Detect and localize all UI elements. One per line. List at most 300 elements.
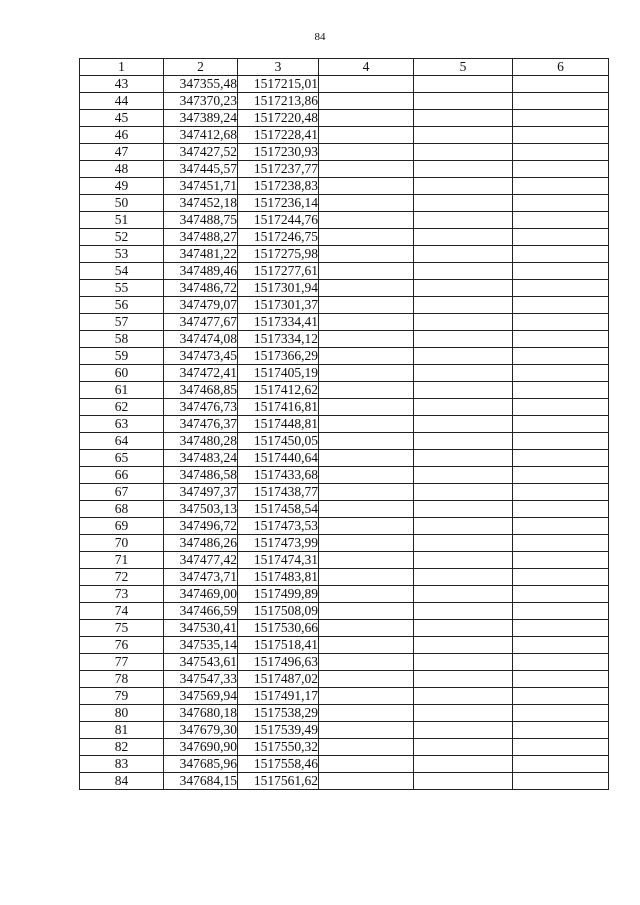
y-coordinate-cell: 1517550,32: [238, 739, 319, 756]
empty-cell-col-6: [513, 297, 609, 314]
table-row: [80, 552, 609, 569]
empty-cell-col-4: [319, 688, 414, 705]
y-coordinate-cell: 1517473,99: [238, 535, 319, 552]
empty-cell-col-5: [414, 756, 513, 773]
table-row: [80, 144, 609, 161]
empty-cell-col-5: [414, 365, 513, 382]
empty-cell-col-5: [414, 161, 513, 178]
table-row: [80, 161, 609, 178]
point-number-cell: 70: [80, 535, 164, 552]
point-number-cell: 79: [80, 688, 164, 705]
point-number-cell: 47: [80, 144, 164, 161]
y-coordinate-cell: 1517334,12: [238, 331, 319, 348]
y-coordinate-cell: 1517491,17: [238, 688, 319, 705]
empty-cell-col-5: [414, 688, 513, 705]
point-number-cell: 51: [80, 212, 164, 229]
coordinates-table: [79, 58, 609, 790]
x-coordinate-cell: 347474,08: [164, 331, 238, 348]
y-coordinate-cell: 1517499,89: [238, 586, 319, 603]
table-row: [80, 348, 609, 365]
empty-cell-col-5: [414, 144, 513, 161]
empty-cell-col-6: [513, 127, 609, 144]
empty-cell-col-5: [414, 433, 513, 450]
empty-cell-col-6: [513, 212, 609, 229]
empty-cell-col-4: [319, 569, 414, 586]
x-coordinate-cell: 347685,96: [164, 756, 238, 773]
x-coordinate-cell: 347477,67: [164, 314, 238, 331]
empty-cell-col-6: [513, 569, 609, 586]
y-coordinate-cell: 1517244,76: [238, 212, 319, 229]
y-coordinate-cell: 1517237,77: [238, 161, 319, 178]
table-row: [80, 518, 609, 535]
x-coordinate-cell: 347486,72: [164, 280, 238, 297]
empty-cell-col-6: [513, 161, 609, 178]
empty-cell-col-6: [513, 450, 609, 467]
table-row: [80, 654, 609, 671]
empty-cell-col-6: [513, 620, 609, 637]
x-coordinate-cell: 347480,28: [164, 433, 238, 450]
empty-cell-col-5: [414, 212, 513, 229]
point-number-cell: 63: [80, 416, 164, 433]
y-coordinate-cell: 1517230,93: [238, 144, 319, 161]
empty-cell-col-6: [513, 518, 609, 535]
table-row: [80, 603, 609, 620]
x-coordinate-cell: 347472,41: [164, 365, 238, 382]
table-row: [80, 127, 609, 144]
x-coordinate-cell: 347488,27: [164, 229, 238, 246]
column-header-6: 6: [513, 59, 609, 76]
empty-cell-col-4: [319, 671, 414, 688]
empty-cell-col-6: [513, 739, 609, 756]
empty-cell-col-5: [414, 110, 513, 127]
empty-cell-col-4: [319, 331, 414, 348]
table-body: [80, 76, 609, 790]
point-number-cell: 64: [80, 433, 164, 450]
y-coordinate-cell: 1517334,41: [238, 314, 319, 331]
table-row: [80, 263, 609, 280]
empty-cell-col-6: [513, 76, 609, 93]
point-number-cell: 83: [80, 756, 164, 773]
column-header-3: 3: [238, 59, 319, 76]
table-row: [80, 467, 609, 484]
point-number-cell: 65: [80, 450, 164, 467]
y-coordinate-cell: 1517405,19: [238, 365, 319, 382]
x-coordinate-cell: 347483,24: [164, 450, 238, 467]
empty-cell-col-5: [414, 603, 513, 620]
empty-cell-col-6: [513, 365, 609, 382]
y-coordinate-cell: 1517416,81: [238, 399, 319, 416]
empty-cell-col-6: [513, 93, 609, 110]
point-number-cell: 80: [80, 705, 164, 722]
empty-cell-col-4: [319, 263, 414, 280]
empty-cell-col-4: [319, 297, 414, 314]
table-row: [80, 297, 609, 314]
column-header-4: 4: [319, 59, 414, 76]
point-number-cell: 49: [80, 178, 164, 195]
empty-cell-col-5: [414, 535, 513, 552]
x-coordinate-cell: 347473,45: [164, 348, 238, 365]
y-coordinate-cell: 1517450,05: [238, 433, 319, 450]
y-coordinate-cell: 1517473,53: [238, 518, 319, 535]
x-coordinate-cell: 347477,42: [164, 552, 238, 569]
empty-cell-col-5: [414, 382, 513, 399]
table-row: [80, 399, 609, 416]
empty-cell-col-6: [513, 773, 609, 790]
empty-cell-col-5: [414, 93, 513, 110]
point-number-cell: 84: [80, 773, 164, 790]
table-row: [80, 637, 609, 654]
empty-cell-col-4: [319, 127, 414, 144]
column-header-2: 2: [164, 59, 238, 76]
empty-cell-col-6: [513, 722, 609, 739]
empty-cell-col-5: [414, 773, 513, 790]
y-coordinate-cell: 1517558,46: [238, 756, 319, 773]
empty-cell-col-5: [414, 297, 513, 314]
empty-cell-col-4: [319, 739, 414, 756]
empty-cell-col-4: [319, 416, 414, 433]
point-number-cell: 66: [80, 467, 164, 484]
table-row: [80, 110, 609, 127]
y-coordinate-cell: 1517539,49: [238, 722, 319, 739]
y-coordinate-cell: 1517301,37: [238, 297, 319, 314]
x-coordinate-cell: 347476,37: [164, 416, 238, 433]
empty-cell-col-4: [319, 280, 414, 297]
x-coordinate-cell: 347489,46: [164, 263, 238, 280]
y-coordinate-cell: 1517518,41: [238, 637, 319, 654]
point-number-cell: 77: [80, 654, 164, 671]
y-coordinate-cell: 1517433,68: [238, 467, 319, 484]
y-coordinate-cell: 1517366,29: [238, 348, 319, 365]
empty-cell-col-6: [513, 416, 609, 433]
empty-cell-col-5: [414, 586, 513, 603]
table-row: [80, 450, 609, 467]
x-coordinate-cell: 347690,90: [164, 739, 238, 756]
point-number-cell: 55: [80, 280, 164, 297]
empty-cell-col-4: [319, 178, 414, 195]
empty-cell-col-5: [414, 637, 513, 654]
empty-cell-col-6: [513, 229, 609, 246]
empty-cell-col-4: [319, 722, 414, 739]
empty-cell-col-5: [414, 552, 513, 569]
y-coordinate-cell: 1517412,62: [238, 382, 319, 399]
empty-cell-col-6: [513, 467, 609, 484]
empty-cell-col-5: [414, 654, 513, 671]
empty-cell-col-4: [319, 195, 414, 212]
empty-cell-col-4: [319, 518, 414, 535]
x-coordinate-cell: 347476,73: [164, 399, 238, 416]
empty-cell-col-4: [319, 144, 414, 161]
point-number-cell: 78: [80, 671, 164, 688]
empty-cell-col-4: [319, 93, 414, 110]
empty-cell-col-5: [414, 467, 513, 484]
x-coordinate-cell: 347468,85: [164, 382, 238, 399]
empty-cell-col-5: [414, 178, 513, 195]
empty-cell-col-6: [513, 399, 609, 416]
empty-cell-col-4: [319, 365, 414, 382]
table-row: [80, 331, 609, 348]
x-coordinate-cell: 347451,71: [164, 178, 238, 195]
table-row: [80, 756, 609, 773]
x-coordinate-cell: 347503,13: [164, 501, 238, 518]
y-coordinate-cell: 1517561,62: [238, 773, 319, 790]
empty-cell-col-5: [414, 450, 513, 467]
empty-cell-col-5: [414, 229, 513, 246]
point-number-cell: 75: [80, 620, 164, 637]
point-number-cell: 54: [80, 263, 164, 280]
x-coordinate-cell: 347535,14: [164, 637, 238, 654]
empty-cell-col-5: [414, 484, 513, 501]
point-number-cell: 59: [80, 348, 164, 365]
empty-cell-col-6: [513, 178, 609, 195]
point-number-cell: 44: [80, 93, 164, 110]
point-number-cell: 52: [80, 229, 164, 246]
x-coordinate-cell: 347452,18: [164, 195, 238, 212]
empty-cell-col-6: [513, 535, 609, 552]
table-row: [80, 705, 609, 722]
y-coordinate-cell: 1517508,09: [238, 603, 319, 620]
point-number-cell: 53: [80, 246, 164, 263]
table-row: [80, 365, 609, 382]
empty-cell-col-6: [513, 501, 609, 518]
empty-cell-col-6: [513, 331, 609, 348]
point-number-cell: 48: [80, 161, 164, 178]
y-coordinate-cell: 1517474,31: [238, 552, 319, 569]
empty-cell-col-6: [513, 603, 609, 620]
x-coordinate-cell: 347355,48: [164, 76, 238, 93]
empty-cell-col-6: [513, 195, 609, 212]
empty-cell-col-4: [319, 637, 414, 654]
empty-cell-col-5: [414, 127, 513, 144]
empty-cell-col-5: [414, 280, 513, 297]
point-number-cell: 68: [80, 501, 164, 518]
y-coordinate-cell: 1517487,02: [238, 671, 319, 688]
x-coordinate-cell: 347412,68: [164, 127, 238, 144]
x-coordinate-cell: 347427,52: [164, 144, 238, 161]
point-number-cell: 81: [80, 722, 164, 739]
table-row: [80, 620, 609, 637]
empty-cell-col-6: [513, 637, 609, 654]
x-coordinate-cell: 347543,61: [164, 654, 238, 671]
empty-cell-col-5: [414, 518, 513, 535]
empty-cell-col-6: [513, 688, 609, 705]
y-coordinate-cell: 1517440,64: [238, 450, 319, 467]
x-coordinate-cell: 347569,94: [164, 688, 238, 705]
x-coordinate-cell: 347469,00: [164, 586, 238, 603]
point-number-cell: 60: [80, 365, 164, 382]
y-coordinate-cell: 1517538,29: [238, 705, 319, 722]
y-coordinate-cell: 1517530,66: [238, 620, 319, 637]
empty-cell-col-4: [319, 501, 414, 518]
empty-cell-col-6: [513, 586, 609, 603]
empty-cell-col-6: [513, 280, 609, 297]
page-number: 84: [314, 31, 326, 43]
empty-cell-col-4: [319, 756, 414, 773]
table-row: [80, 195, 609, 212]
x-coordinate-cell: 347496,72: [164, 518, 238, 535]
empty-cell-col-4: [319, 552, 414, 569]
empty-cell-col-4: [319, 76, 414, 93]
empty-cell-col-5: [414, 416, 513, 433]
y-coordinate-cell: 1517238,83: [238, 178, 319, 195]
empty-cell-col-6: [513, 756, 609, 773]
x-coordinate-cell: 347486,58: [164, 467, 238, 484]
empty-cell-col-4: [319, 161, 414, 178]
table-row: [80, 535, 609, 552]
point-number-cell: 76: [80, 637, 164, 654]
empty-cell-col-6: [513, 433, 609, 450]
empty-cell-col-4: [319, 110, 414, 127]
empty-cell-col-6: [513, 484, 609, 501]
x-coordinate-cell: 347679,30: [164, 722, 238, 739]
table-row: [80, 433, 609, 450]
y-coordinate-cell: 1517496,63: [238, 654, 319, 671]
empty-cell-col-4: [319, 773, 414, 790]
empty-cell-col-6: [513, 263, 609, 280]
table-row: [80, 212, 609, 229]
y-coordinate-cell: 1517277,61: [238, 263, 319, 280]
x-coordinate-cell: 347389,24: [164, 110, 238, 127]
empty-cell-col-4: [319, 484, 414, 501]
empty-cell-col-4: [319, 620, 414, 637]
empty-cell-col-5: [414, 314, 513, 331]
empty-cell-col-6: [513, 314, 609, 331]
empty-cell-col-6: [513, 246, 609, 263]
point-number-cell: 56: [80, 297, 164, 314]
table-row: [80, 484, 609, 501]
empty-cell-col-4: [319, 399, 414, 416]
x-coordinate-cell: 347486,26: [164, 535, 238, 552]
x-coordinate-cell: 347684,15: [164, 773, 238, 790]
empty-cell-col-4: [319, 348, 414, 365]
y-coordinate-cell: 1517220,48: [238, 110, 319, 127]
empty-cell-col-5: [414, 263, 513, 280]
table-row: [80, 76, 609, 93]
point-number-cell: 61: [80, 382, 164, 399]
point-number-cell: 69: [80, 518, 164, 535]
x-coordinate-cell: 347547,33: [164, 671, 238, 688]
y-coordinate-cell: 1517448,81: [238, 416, 319, 433]
x-coordinate-cell: 347488,75: [164, 212, 238, 229]
x-coordinate-cell: 347530,41: [164, 620, 238, 637]
empty-cell-col-6: [513, 348, 609, 365]
y-coordinate-cell: 1517213,86: [238, 93, 319, 110]
point-number-cell: 46: [80, 127, 164, 144]
point-number-cell: 72: [80, 569, 164, 586]
point-number-cell: 50: [80, 195, 164, 212]
empty-cell-col-4: [319, 433, 414, 450]
empty-cell-col-6: [513, 705, 609, 722]
table-row: [80, 671, 609, 688]
x-coordinate-cell: 347370,23: [164, 93, 238, 110]
point-number-cell: 73: [80, 586, 164, 603]
empty-cell-col-5: [414, 671, 513, 688]
empty-cell-col-6: [513, 382, 609, 399]
y-coordinate-cell: 1517236,14: [238, 195, 319, 212]
table-row: [80, 501, 609, 518]
empty-cell-col-4: [319, 654, 414, 671]
y-coordinate-cell: 1517275,98: [238, 246, 319, 263]
y-coordinate-cell: 1517438,77: [238, 484, 319, 501]
empty-cell-col-4: [319, 229, 414, 246]
point-number-cell: 62: [80, 399, 164, 416]
point-number-cell: 82: [80, 739, 164, 756]
y-coordinate-cell: 1517215,01: [238, 76, 319, 93]
empty-cell-col-4: [319, 535, 414, 552]
empty-cell-col-6: [513, 144, 609, 161]
table-row: [80, 280, 609, 297]
empty-cell-col-4: [319, 450, 414, 467]
header-row: [80, 59, 609, 76]
table-row: [80, 773, 609, 790]
point-number-cell: 57: [80, 314, 164, 331]
empty-cell-col-4: [319, 586, 414, 603]
column-header-5: 5: [414, 59, 513, 76]
empty-cell-col-5: [414, 620, 513, 637]
point-number-cell: 74: [80, 603, 164, 620]
empty-cell-col-4: [319, 382, 414, 399]
table-row: [80, 93, 609, 110]
table-row: [80, 246, 609, 263]
table-row: [80, 569, 609, 586]
empty-cell-col-6: [513, 654, 609, 671]
y-coordinate-cell: 1517301,94: [238, 280, 319, 297]
x-coordinate-cell: 347481,22: [164, 246, 238, 263]
y-coordinate-cell: 1517246,75: [238, 229, 319, 246]
point-number-cell: 67: [80, 484, 164, 501]
empty-cell-col-5: [414, 569, 513, 586]
empty-cell-col-4: [319, 212, 414, 229]
empty-cell-col-5: [414, 76, 513, 93]
table-row: [80, 416, 609, 433]
empty-cell-col-4: [319, 314, 414, 331]
table-row: [80, 722, 609, 739]
y-coordinate-cell: 1517483,81: [238, 569, 319, 586]
x-coordinate-cell: 347497,37: [164, 484, 238, 501]
table-row: [80, 229, 609, 246]
column-header-1: 1: [80, 59, 164, 76]
point-number-cell: 43: [80, 76, 164, 93]
empty-cell-col-4: [319, 467, 414, 484]
empty-cell-col-5: [414, 501, 513, 518]
empty-cell-col-6: [513, 110, 609, 127]
empty-cell-col-5: [414, 331, 513, 348]
point-number-cell: 45: [80, 110, 164, 127]
empty-cell-col-4: [319, 603, 414, 620]
empty-cell-col-5: [414, 246, 513, 263]
table-row: [80, 178, 609, 195]
empty-cell-col-6: [513, 671, 609, 688]
y-coordinate-cell: 1517458,54: [238, 501, 319, 518]
x-coordinate-cell: 347466,59: [164, 603, 238, 620]
empty-cell-col-5: [414, 348, 513, 365]
table-row: [80, 586, 609, 603]
empty-cell-col-5: [414, 399, 513, 416]
empty-cell-col-4: [319, 705, 414, 722]
empty-cell-col-5: [414, 739, 513, 756]
empty-cell-col-5: [414, 705, 513, 722]
x-coordinate-cell: 347680,18: [164, 705, 238, 722]
table-row: [80, 739, 609, 756]
point-number-cell: 71: [80, 552, 164, 569]
empty-cell-col-5: [414, 195, 513, 212]
empty-cell-col-4: [319, 246, 414, 263]
x-coordinate-cell: 347445,57: [164, 161, 238, 178]
point-number-cell: 58: [80, 331, 164, 348]
x-coordinate-cell: 347473,71: [164, 569, 238, 586]
table-row: [80, 382, 609, 399]
table-row: [80, 688, 609, 705]
x-coordinate-cell: 347479,07: [164, 297, 238, 314]
